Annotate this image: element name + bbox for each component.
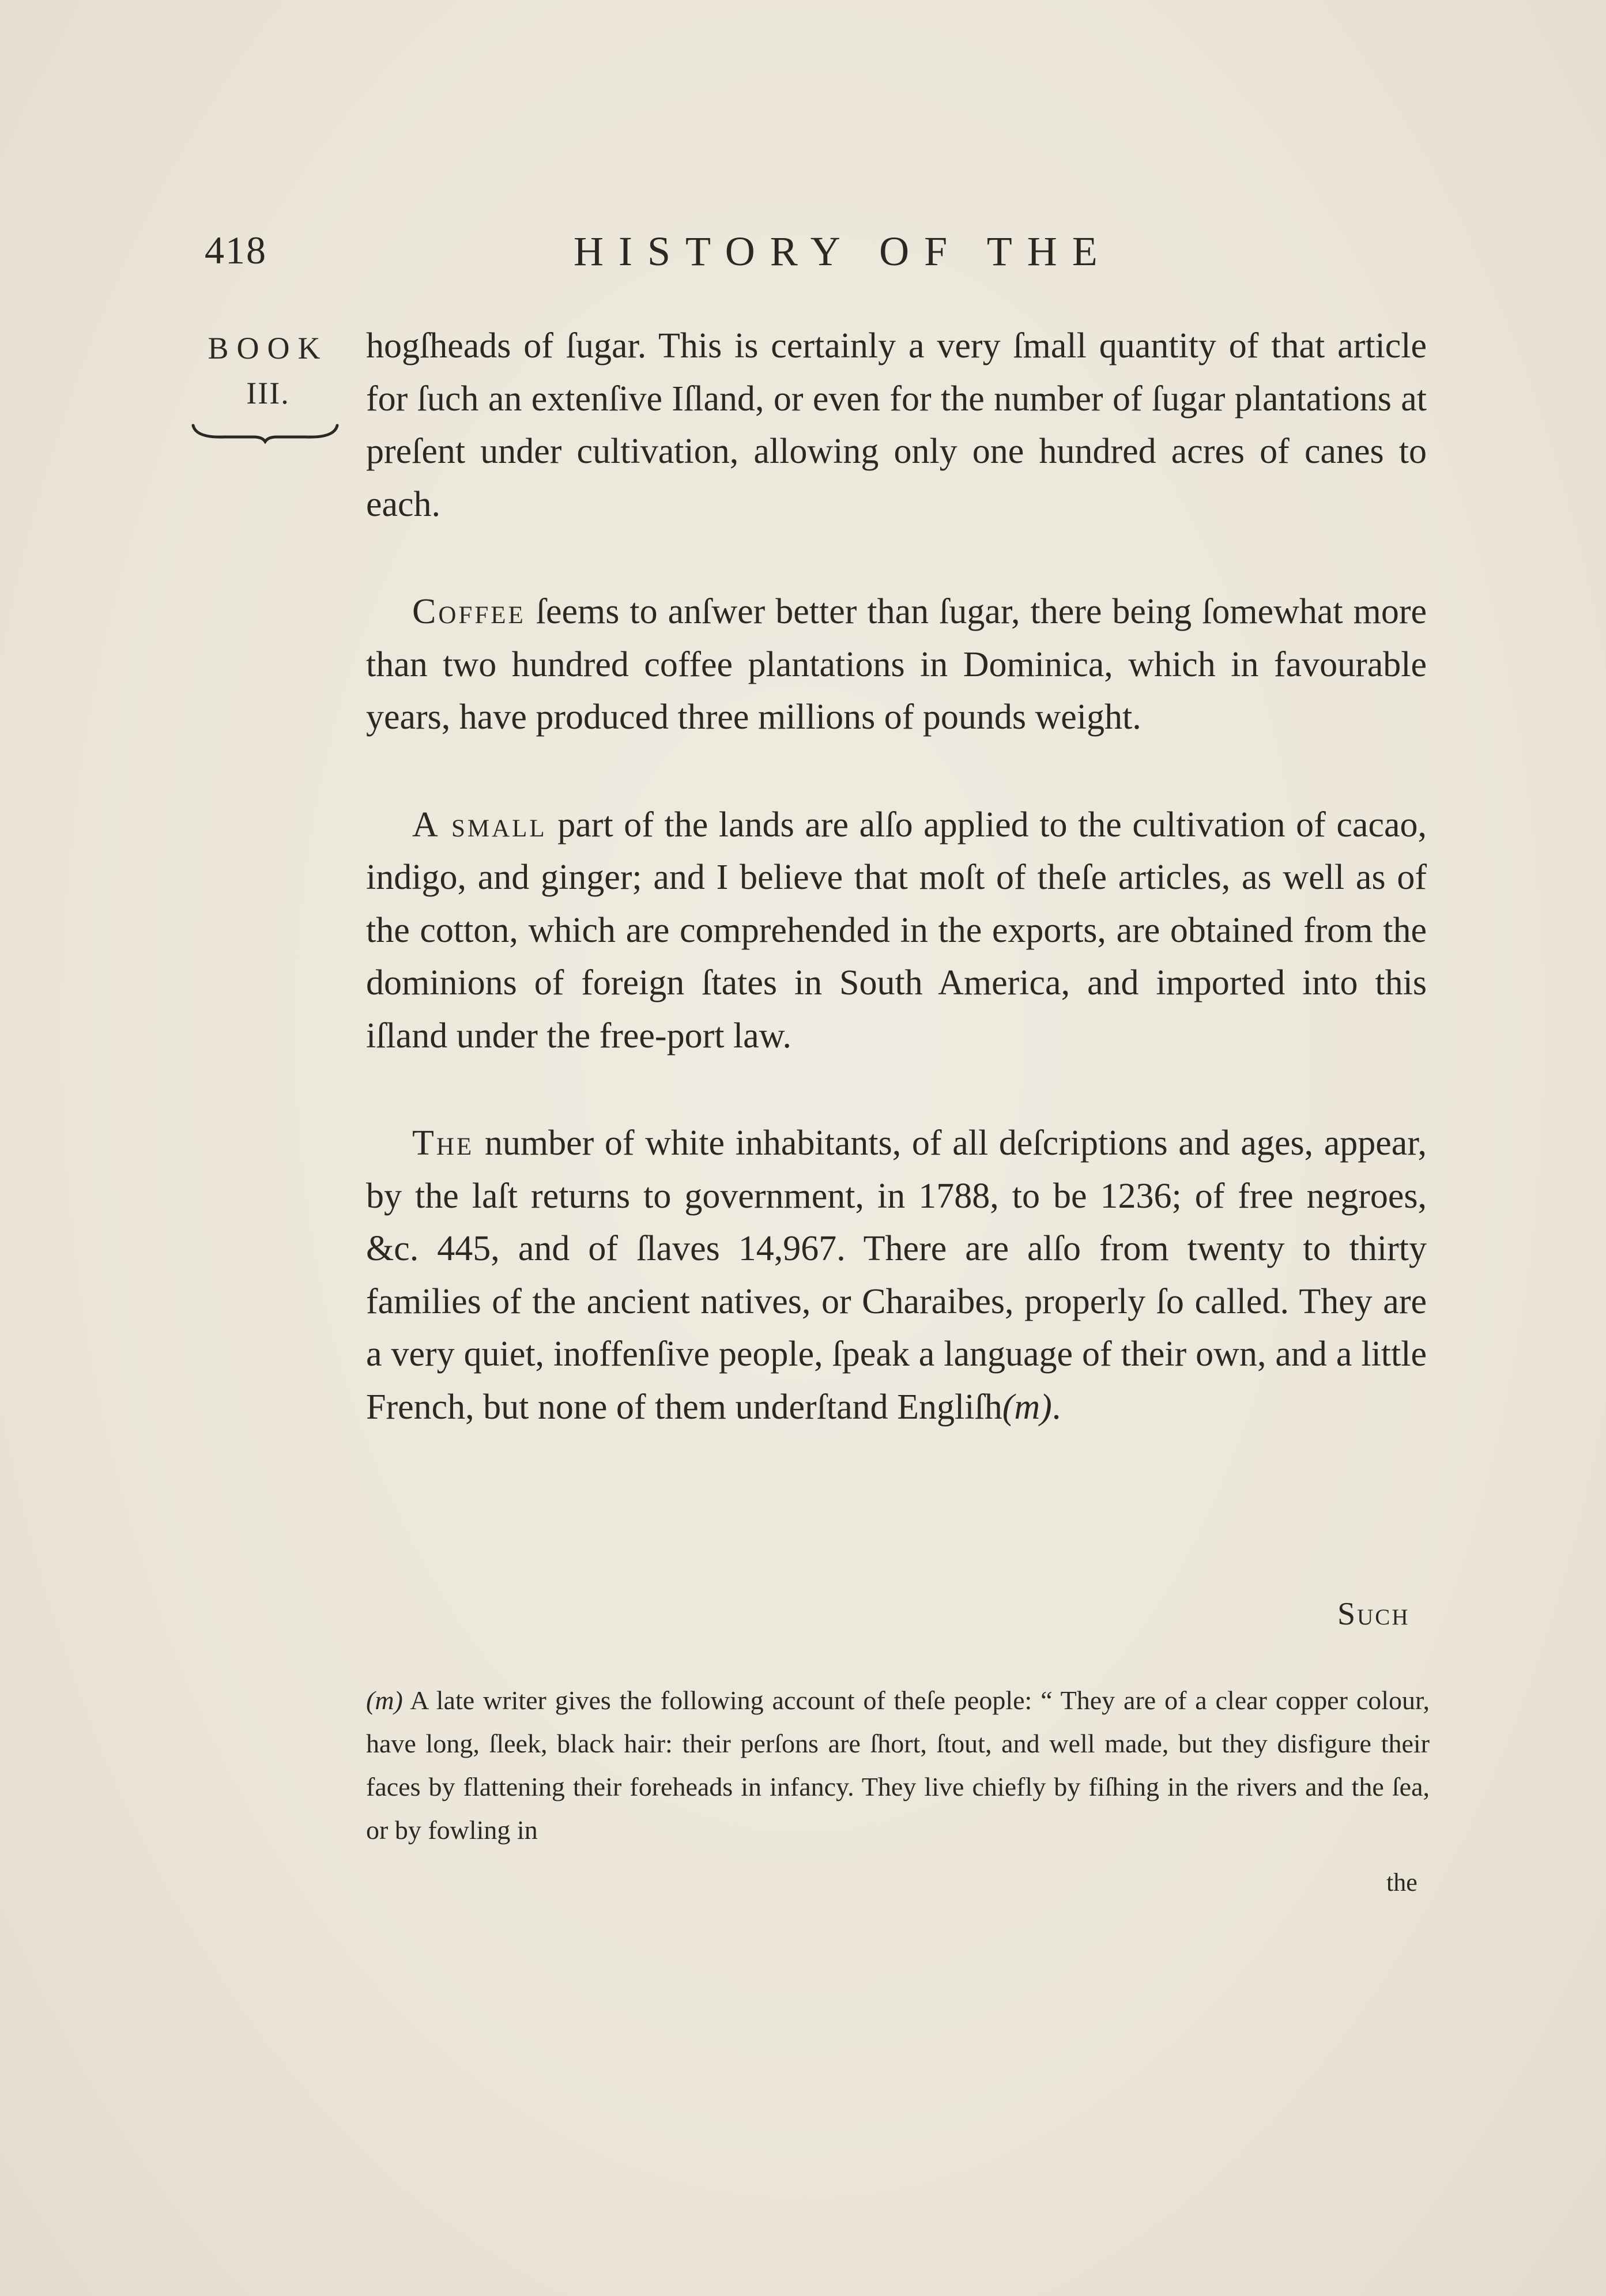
margin-note-book: BOOK bbox=[208, 331, 329, 365]
paragraph-4-tail: . bbox=[1051, 1387, 1061, 1427]
footnote-mark: (m) bbox=[366, 1686, 403, 1715]
paragraph-1-text: hogſheads of ſugar. This is certainly a very ſmall quantity of that article for ſuch an extenſive Iſland, or even for the number of ſugar plantations at preſent under cultivation, allowing only one hundred acres of canes to each. bbox=[366, 326, 1427, 524]
page-header bbox=[205, 228, 1432, 291]
paragraph-2 bbox=[366, 586, 1427, 744]
paragraph-2-text: ſeems to anſwer better than ſugar, there being ſomewhat more than two hundred coffee plantations in Dominica, which in favourable years, have produced three millions of pounds weight. bbox=[366, 592, 1427, 737]
footnote-reference: (m) bbox=[1002, 1387, 1052, 1427]
paragraph-2-lead: Coffee bbox=[412, 592, 526, 631]
body-text bbox=[366, 320, 1427, 1434]
footnote-paragraph bbox=[366, 1679, 1430, 1852]
paragraph-3-text: part of the lands are alſo applied to the cultivation of cacao, indigo, and ginger; and I believe that moſt of theſe articles, as well as of the cotton, which are comprehended in the exports, are obtained from the dominions of foreign ſtates in South America, and imported into this iſland under the free-port law. bbox=[366, 805, 1427, 1055]
paragraph-4 bbox=[366, 1117, 1427, 1434]
paragraph-4-lead: The bbox=[412, 1124, 474, 1163]
footnote-text: A late writer gives the following account of theſe people: “ They are of a clear copper colour, have long, ſleek, black hair: their perſons are ſhort, ſtout, and well made, but they disfigure their faces by flattening their foreheads in infancy. They live chiefly by fiſhing in the rivers and the ſea, or by fowling in bbox=[366, 1686, 1430, 1845]
margin-note bbox=[190, 326, 346, 416]
paragraph-4-text: number of white inhabitants, of all deſcriptions and ages, appear, by the laſt returns to government, in 1788, to be 1236; of free negroes, &c. 445, and of ſlaves 14,967. There are alſo from twenty to thirty families of the ancient natives, or Charaibes, properly ſo called. They are a very quiet, inoffenſive people, ſpeak a language of their own, and a little French, but none of them underſtand Engliſh bbox=[366, 1124, 1427, 1427]
paragraph-3 bbox=[366, 799, 1427, 1063]
footnote-catchword: the bbox=[1386, 1868, 1417, 1897]
footnote bbox=[366, 1679, 1430, 1852]
paragraph-1 bbox=[366, 320, 1427, 531]
running-head: HISTORY OF THE bbox=[574, 228, 1113, 274]
page-number: 418 bbox=[205, 228, 267, 272]
paragraph-3-lead: A small bbox=[412, 805, 547, 844]
margin-note-number: III. bbox=[246, 376, 290, 410]
catchword: Such bbox=[1337, 1596, 1410, 1632]
margin-brace-ornament bbox=[190, 421, 340, 444]
